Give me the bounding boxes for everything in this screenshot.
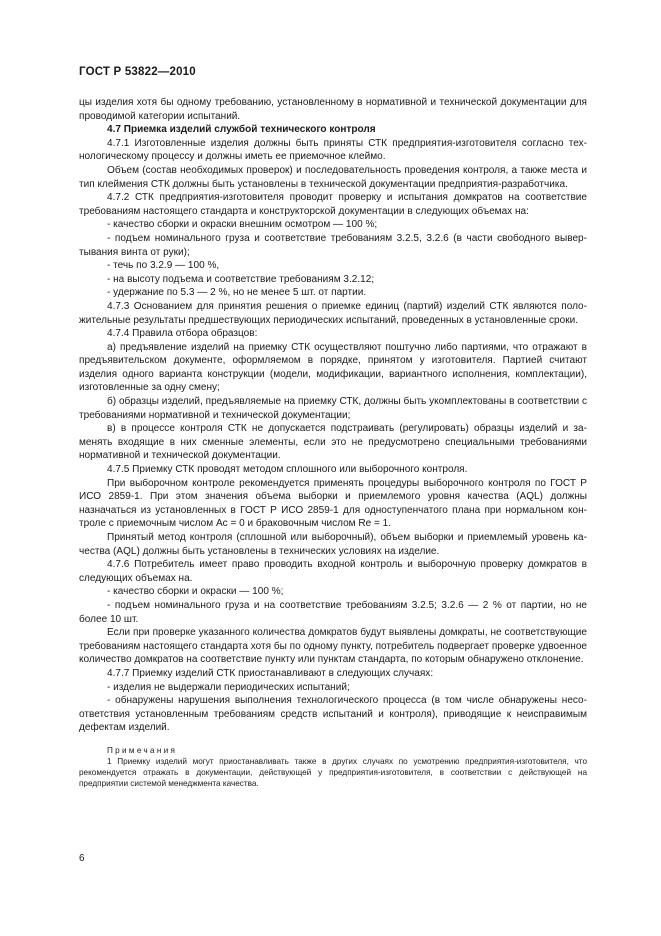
paragraph: в) в процессе контроля СТК не допускается подстраивать (регулировать) образцы изделий и заменять входящие в них сменные элементы, если это не предусмотрено специальными требованиями нормативной и технической документации. — [79, 423, 587, 462]
note-block — [79, 745, 587, 789]
paragraph: 4.7.4 Правила отбора образцов: — [107, 328, 258, 340]
paragraph: 4.7.6 Потребитель имеет право проводить входной контроль и выборочную проверку домкратов в следующих объемах на. — [79, 559, 587, 584]
document-header: ГОСТ Р 53822—2010 — [79, 66, 196, 78]
list-item: - на высоту подъема и соответствие требованиям 3.2.12; — [107, 273, 375, 285]
paragraph: 4.7.3 Основанием для принятия решения о приемке единиц (партий) изделий СТК являются положительные результаты предшествующих периодических испытаний, проведенных в установленные сроки. — [79, 300, 587, 326]
paragraph: 4.7.2 СТК предприятия-изготовителя проводит проверку и испытания домкратов на соответствие требованиям настоящего стандарта и конструкторской документации в следующих объемах на: — [79, 192, 587, 217]
list-item: - обнаружены нарушения выполнения технологического процесса (в том числе обнаружены несоответствия установленным требованиям средств испытаний и контроля), приводящие к неисправимым дефектам изделий. — [79, 695, 587, 734]
list-item: - качество сборки и окраски — 100 %; — [107, 586, 284, 598]
note-text: 1 Приемку изделий могут приостанавливать также в других случаях по усмотрению предприятия-изготовителя, что рекомендуется отражать в документации, действующей у предприятия-изготовителя, в соответствии с действующей на предприятии системой менеджмента качества. — [79, 756, 587, 788]
paragraph-list — [79, 96, 587, 735]
paragraph: Если при проверке указанного количества домкратов будут выявлены домкраты, не соответствующие требованиям настоящего стандарта хотя бы по одному пункту, потребитель подвергает проверке удвоенное количество домкратов на соответствие пункту или пунктам стандарта, по которым обнаружено отклонение. — [79, 627, 587, 666]
document-body — [79, 96, 587, 789]
paragraph: 4.7.7 Приемку изделий СТК приостанавливают в следующих случаях: — [107, 667, 434, 679]
list-item: - изделия не выдержали периодических испытаний; — [107, 681, 350, 693]
note-title: Примечания — [107, 745, 178, 755]
paragraph: 4.7.1 Изготовленные изделия должны быть приняты СТК предприятия-изготовителя согласно технологическому процессу и должны иметь ее приемочное клеймо. — [79, 137, 587, 163]
page-number: 6 — [79, 853, 85, 864]
paragraph: При выборочном контроле рекомендуется применять процедуры выборочного контроля по ГОСТ Р ИСО 2859-1. При этом значения объема выборки и приемлемого уровня качества (AQL) должны назначаться из установленных в ГОСТ Р ИСО 2859-1 для одноступенчатого плана при нормальном контроле с приемочным числом Ac = 0 и браковочным числом Re = 1. — [79, 477, 587, 530]
paragraph: б) образцы изделий, предъявляемые на приемку СТК, должны быть укомплектованы в соответствии с требованиями нормативной и технической документации; — [79, 396, 587, 421]
list-item: - подъем номинального груза и на соответствие требованиям 3.2.5; 3.2.6 — 2 % от партии, но не более 10 шт. — [79, 599, 587, 625]
paragraph: Объем (состав необходимых проверок) и последовательность проведения контроля, а также места и тип клеймения СТК должны быть установлены в технической документации предприятия-разработчика. — [79, 164, 587, 190]
section-heading: 4.7 Приемка изделий службой технического контроля — [107, 124, 376, 136]
list-item: - удержание по 5.3 — 2 %, но не менее 5 шт. от партии. — [107, 287, 367, 299]
paragraph: Принятый метод контроля (сплошной или выборочный), объем выборки и приемлемый уровень качества (AQL) должны быть установлены в технических условиях на изделие. — [79, 532, 587, 557]
list-item: - качество сборки и окраски внешним осмотром — 100 %; — [107, 219, 378, 231]
paragraph: а) предъявление изделий на приемку СТК осуществляют поштучно либо партиями, что отражают в предъявительском документе, оформляемом в порядке, принятом у изготовителя. Партией считают изделия одного варианта конструкции (модели, модификации, вариантного исполнения, комплектации), изготовленные за одну смену; — [79, 341, 587, 394]
paragraph: 4.7.5 Приемку СТК проводят методом сплошного или выборочного контроля. — [107, 464, 468, 476]
paragraph: цы изделия хотя бы одному требованию, установленному в нормативной и технической документации для проводимой категории испытаний. — [79, 97, 587, 122]
list-item: - подъем номинального груза и соответствие требованиям 3.2.5, 3.2.6 (в части свободного вывертывания винта от руки); — [79, 232, 587, 258]
list-item: - течь по 3.2.9 — 100 %, — [107, 260, 220, 272]
